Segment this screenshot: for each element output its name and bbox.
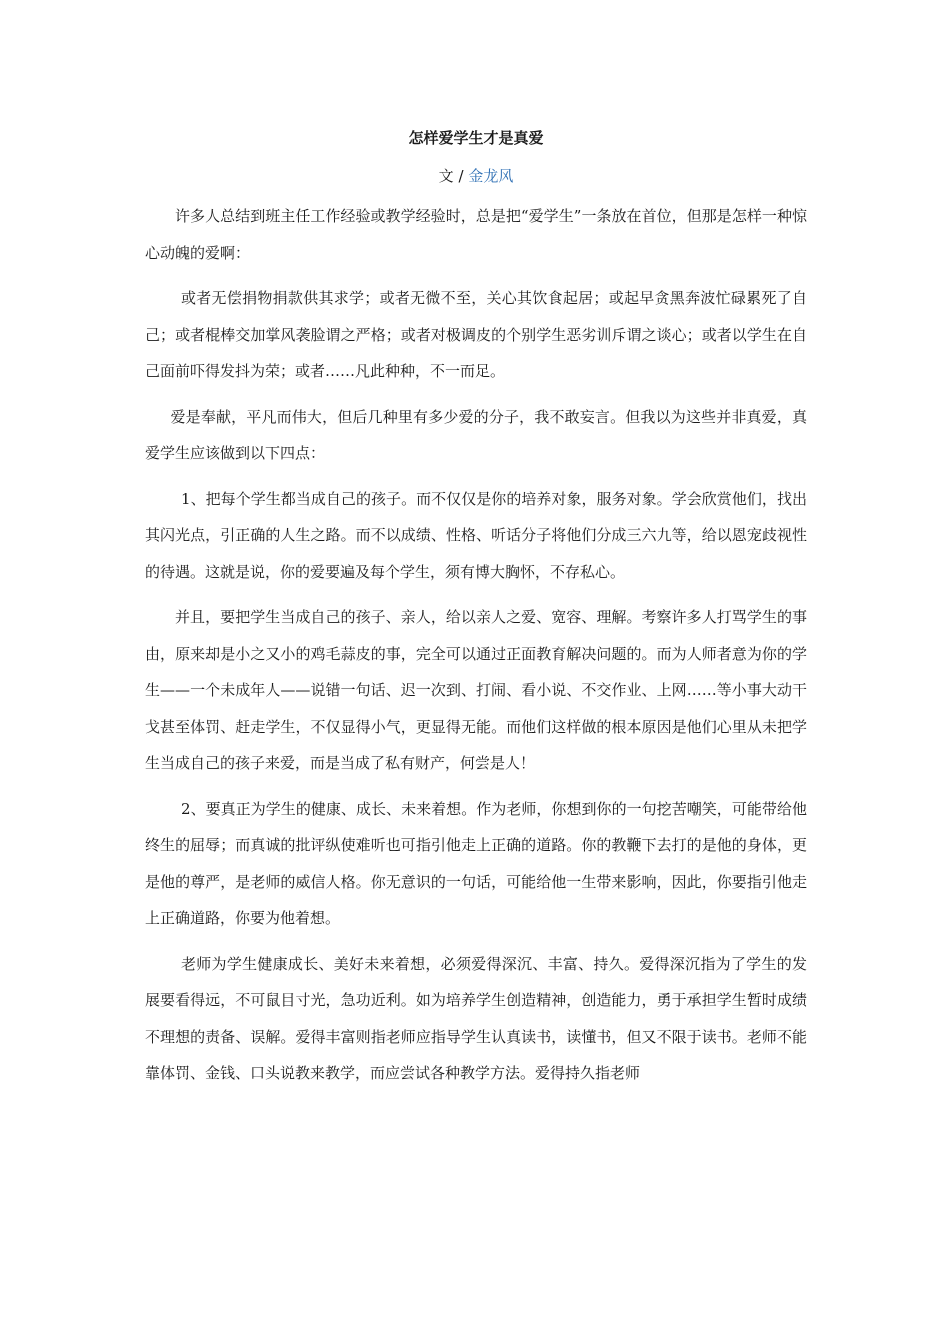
paragraph-point-1: 1、把每个学生都当成自己的孩子。而不仅仅是你的培养对象，服务对象。学会欣赏他们，找出其闪光点，引正确的人生之路。而不以成绩、性格、听话分子将他们分成三六九等，给以恩宠歧视性的待遇。这就是说，你的爱要遍及每个学生，须有博大胸怀，不存私心。 xyxy=(145,489,807,581)
paragraph-point-1-detail: 并且，要把学生当成自己的孩子、亲人，给以亲人之爱、宽容、理解。考察许多人打骂学生的事由，原来却是小之又小的鸡毛蒜皮的事，完全可以通过正面教育解决问题的。而为人师者意为你的学生——一个未成年人——说错一句话、迟一次到、打闹、看小说、不交作业、上网……等小事大动干戈甚至体罚、赶走学生，不仅显得小气，更显得无能。而他们这样做的根本原因是他们心里从未把学生当成自己的孩子来爱，而是当成了私有财产，何尝是人！ xyxy=(145,608,807,772)
byline xyxy=(145,158,807,194)
byline-slash: / xyxy=(458,167,464,185)
document-page xyxy=(145,118,807,1101)
paragraph-intro: 许多人总结到班主任工作经验或教学经验时，总是把“爱学生”一条放在首位，但那是怎样一种惊心动魄的爱啊： xyxy=(145,207,807,262)
document-title: 怎样爱学生才是真爱 xyxy=(408,129,544,147)
paragraph-examples: 或者无偿捐物捐款供其求学；或者无微不至，关心其饮食起居；或起早贪黑奔波忙碌累死了自己；或者棍棒交加掌风袭脸谓之严格；或者对极调皮的个别学生恶劣训斥谓之谈心；或者以学生在自己面前吓得发抖为荣；或者……凡此种种，不一而足。 xyxy=(145,289,807,380)
paragraph-point-2-detail: 老师为学生健康成长、美好未来着想，必须爱得深沉、丰富、持久。爱得深沉指为了学生的发展要看得远，不可鼠目寸光，急功近利。如为培养学生创造精神，创造能力，勇于承担学生暂时成绩不理想的责备、误解。爱得丰富则指老师应指导学生认真读书，读懂书，但又不限于读书。老师不能靠体罚、金钱、口头说教来教学，而应尝试各种教学方法。爱得持久指老师 xyxy=(145,954,807,1082)
byline-prefix: 文 xyxy=(438,167,454,185)
author-link[interactable]: 金龙风 xyxy=(468,167,514,185)
paragraph-thesis: 爱是奉献，平凡而伟大，但后几种里有多少爱的分子，我不敢妄言。但我以为这些并非真爱，真爱学生应该做到以下四点： xyxy=(145,407,807,462)
paragraph-point-2: 2、要真正为学生的健康、成长、未来着想。作为老师，你想到你的一句挖苦嘲笑，可能带给他终生的屈辱；而真诚的批评纵使难听也可指引他走上正确的道路。你的教鞭下去打的是他的身体，更是他的尊严，是老师的威信人格。你无意识的一句话，可能给他一生带来影响，因此，你要指引他走上正确道路，你要为他着想。 xyxy=(145,799,807,927)
